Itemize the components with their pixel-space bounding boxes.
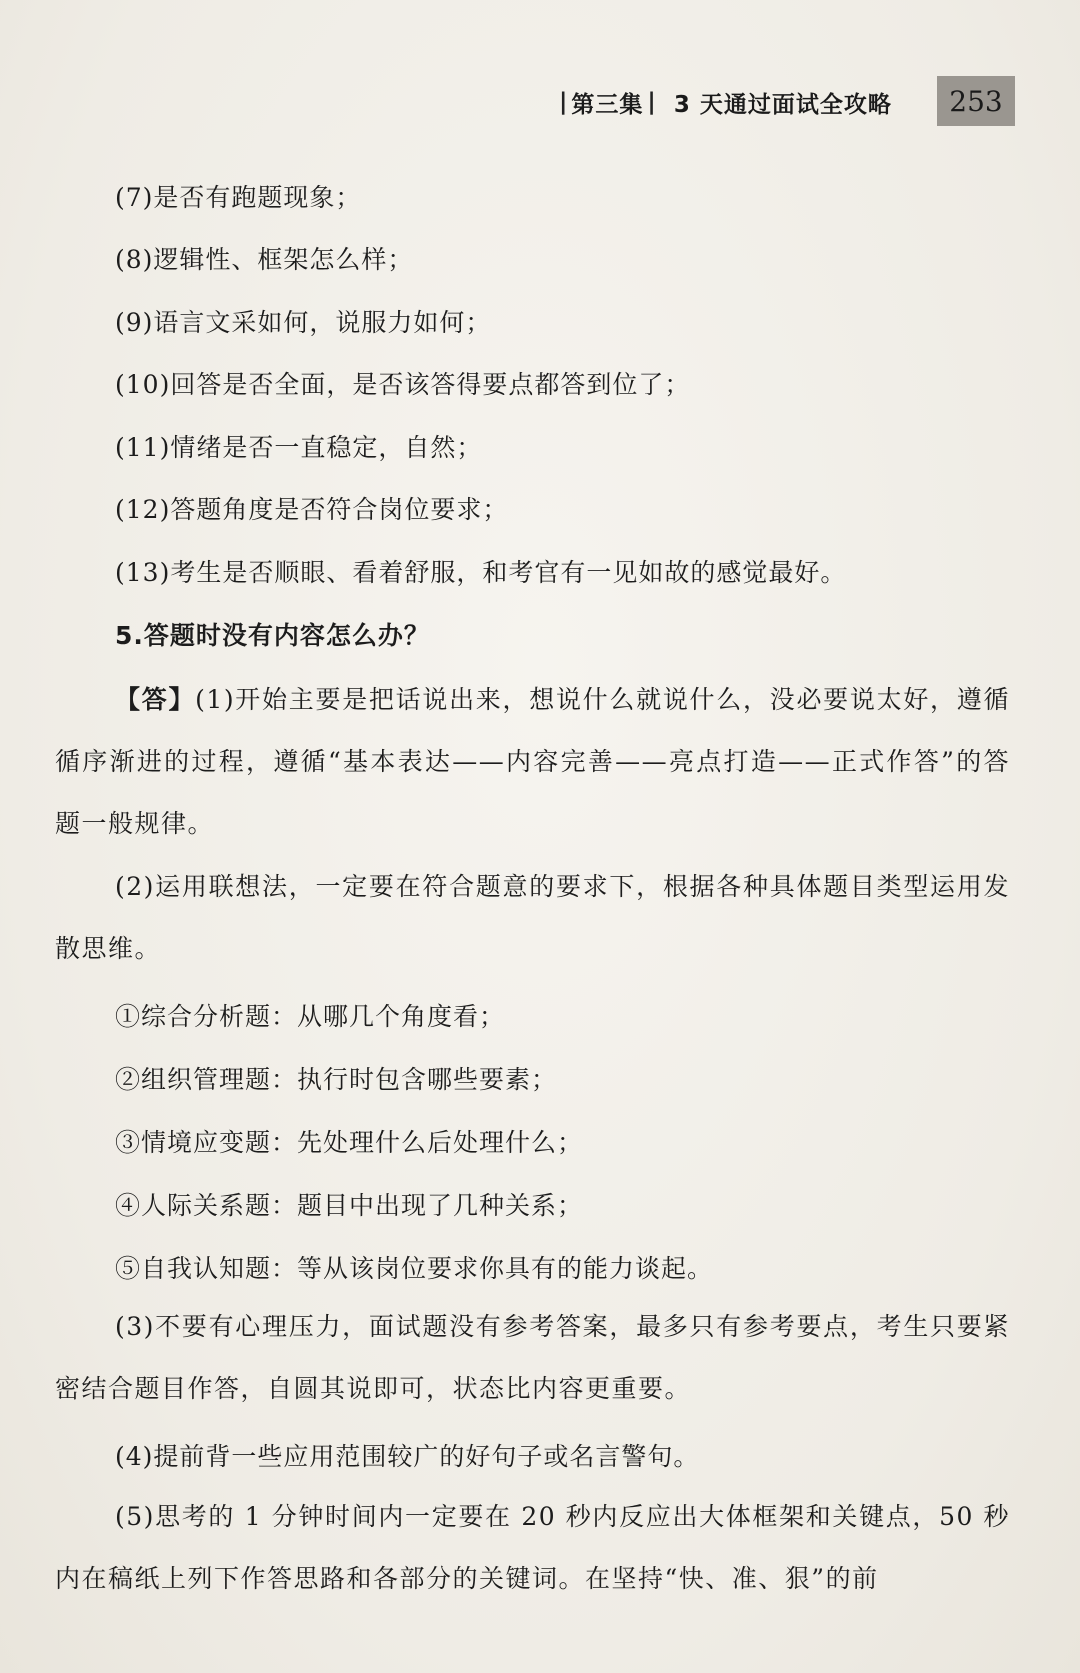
question-type-item: ③情境应变题：先处理什么后处理什么； — [115, 1128, 584, 1157]
criteria-item: (10)回答是否全面，是否该答得要点都答到位了； — [115, 370, 691, 399]
criteria-item: (7)是否有跑题现象； — [115, 183, 362, 212]
question-type-item: ④人际关系题：题目中出现了几种关系； — [115, 1191, 584, 1220]
answer-text-1: (1)开始主要是把话说出来，想说什么就说什么，没必要说太好，遵循循序渐进的过程，遵循“基本表达——内容完善——亮点打造——正式作答”的答题一般规律。 — [55, 685, 1010, 838]
criteria-item: (11)情绪是否一直稳定，自然； — [115, 433, 483, 462]
criteria-item: (9)语言文采如何，说服力如何； — [115, 308, 492, 337]
header-divider: | — [559, 89, 568, 115]
answer-paragraph-2: (2)运用联想法，一定要在符合题意的要求下，根据各种具体题目类型运用发散思维。 — [55, 872, 1010, 963]
question-heading: 5.答题时没有内容怎么办？ — [115, 621, 430, 650]
chapter-label: 第三集 — [571, 91, 644, 118]
question-type-item: ②组织管理题：执行时包含哪些要素； — [115, 1065, 558, 1094]
answer-paragraph-3: (3)不要有心理压力，面试题没有参考答案，最多只有参考要点，考生只要紧密结合题目作答，自圆其说即可，状态比内容更重要。 — [55, 1312, 1010, 1403]
criteria-item: (12)答题角度是否符合岗位要求； — [115, 495, 509, 524]
answer-paragraph-1 — [55, 669, 1010, 855]
question-type-item: ①综合分析题：从哪几个角度看； — [115, 1002, 506, 1031]
running-header — [555, 78, 1015, 126]
criteria-item: (8)逻辑性、框架怎么样； — [115, 245, 414, 274]
book-title: 3 天通过面试全攻略 — [673, 91, 892, 118]
question-type-item: ⑤自我认知题：等从该岗位要求你具有的能力谈起。 — [115, 1254, 714, 1283]
answer-paragraph-5: (5)思考的 1 分钟时间内一定要在 20 秒内反应出大体框架和关键点，50 秒内在稿纸上列下作答思路和各部分的关键词。在坚持“快、准、狠”的前 — [55, 1502, 1010, 1593]
criteria-item: (13)考生是否顺眼、看着舒服，和考官有一见如故的感觉最好。 — [115, 558, 847, 587]
page-number: 253 — [937, 76, 1015, 126]
answer-tag: 【答】 — [115, 685, 196, 714]
header-divider: | — [647, 89, 656, 115]
answer-paragraph-4: (4)提前背一些应用范围较广的好句子或名言警句。 — [115, 1442, 700, 1471]
